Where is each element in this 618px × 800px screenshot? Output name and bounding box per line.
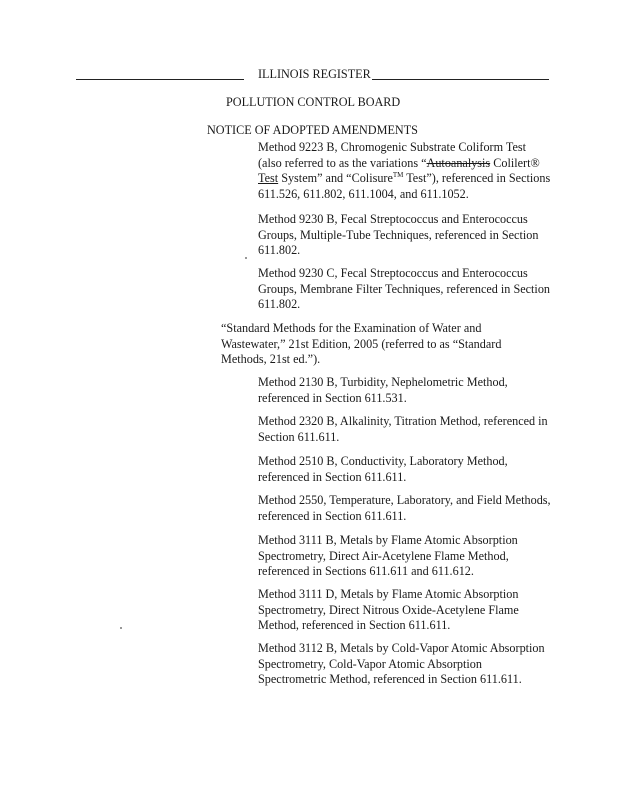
colilert-text: Colilert® bbox=[493, 155, 540, 170]
trademark-mark: TM bbox=[392, 171, 404, 180]
scan-speck bbox=[120, 627, 122, 629]
struck-text: Autoanalysis bbox=[426, 155, 491, 170]
header-rule-left bbox=[76, 79, 244, 80]
register-title: ILLINOIS REGISTER bbox=[258, 67, 371, 81]
entry-method-3112b: Method 3112 B, Metals by Cold-Vapor Atomic Absorption Spectrometry, Cold-Vapor Atomic Absorption Spectrometric Method, referenced in Section 611.611. bbox=[258, 641, 545, 687]
scan-speck bbox=[245, 257, 247, 259]
entry-method-2320b: Method 2320 B, Alkalinity, Titration Method, referenced in Section 611.611. bbox=[258, 414, 548, 444]
entry-method-9223b: Method 9223 B, Chromogenic Substrate Coliform Test (also referred to as the variations “Autoanalysis Colilert® Test System” and “Colisure™ Test”), referenced in Sections 611.526, 611.802, 611.1004, and 611.1052. bbox=[258, 140, 551, 201]
underlined-test: Test bbox=[258, 171, 279, 186]
board-title: POLLUTION CONTROL BOARD bbox=[226, 95, 401, 109]
notice-title: NOTICE OF ADOPTED AMENDMENTS bbox=[207, 123, 418, 137]
entry-method-3111b: Method 3111 B, Metals by Flame Atomic Absorption Spectrometry, Direct Air-Acetylene Flame Method, referenced in Sections 611.611 and 611.612. bbox=[258, 533, 518, 579]
entry-method-9230b: Method 9230 B, Fecal Streptococcus and Enterococcus Groups, Multiple-Tube Techniques, referenced in Section 611.802. bbox=[258, 212, 539, 258]
entry-method-3111d: Method 3111 D, Metals by Flame Atomic Absorption Spectrometry, Direct Nitrous Oxide-Acetylene Flame Method, referenced in Section 611.611. bbox=[258, 587, 519, 633]
entry-method-2550: Method 2550, Temperature, Laboratory, and Field Methods, referenced in Section 611.611. bbox=[258, 493, 551, 523]
entry-method-9230c: Method 9230 C, Fecal Streptococcus and Enterococcus Groups, Membrane Filter Techniques, referenced in Section 611.802. bbox=[258, 266, 551, 312]
entry-method-2130b: Method 2130 B, Turbidity, Nephelometric Method, referenced in Section 611.531. bbox=[258, 375, 508, 405]
entry-method-2510b: Method 2510 B, Conductivity, Laboratory Method, referenced in Section 611.611. bbox=[258, 454, 508, 484]
header-rule-right bbox=[372, 79, 549, 80]
entry-standard-methods-21st: “Standard Methods for the Examination of Water and Wastewater,” 21st Edition, 2005 (referred to as “Standard Methods, 21st ed.”). bbox=[221, 321, 502, 367]
